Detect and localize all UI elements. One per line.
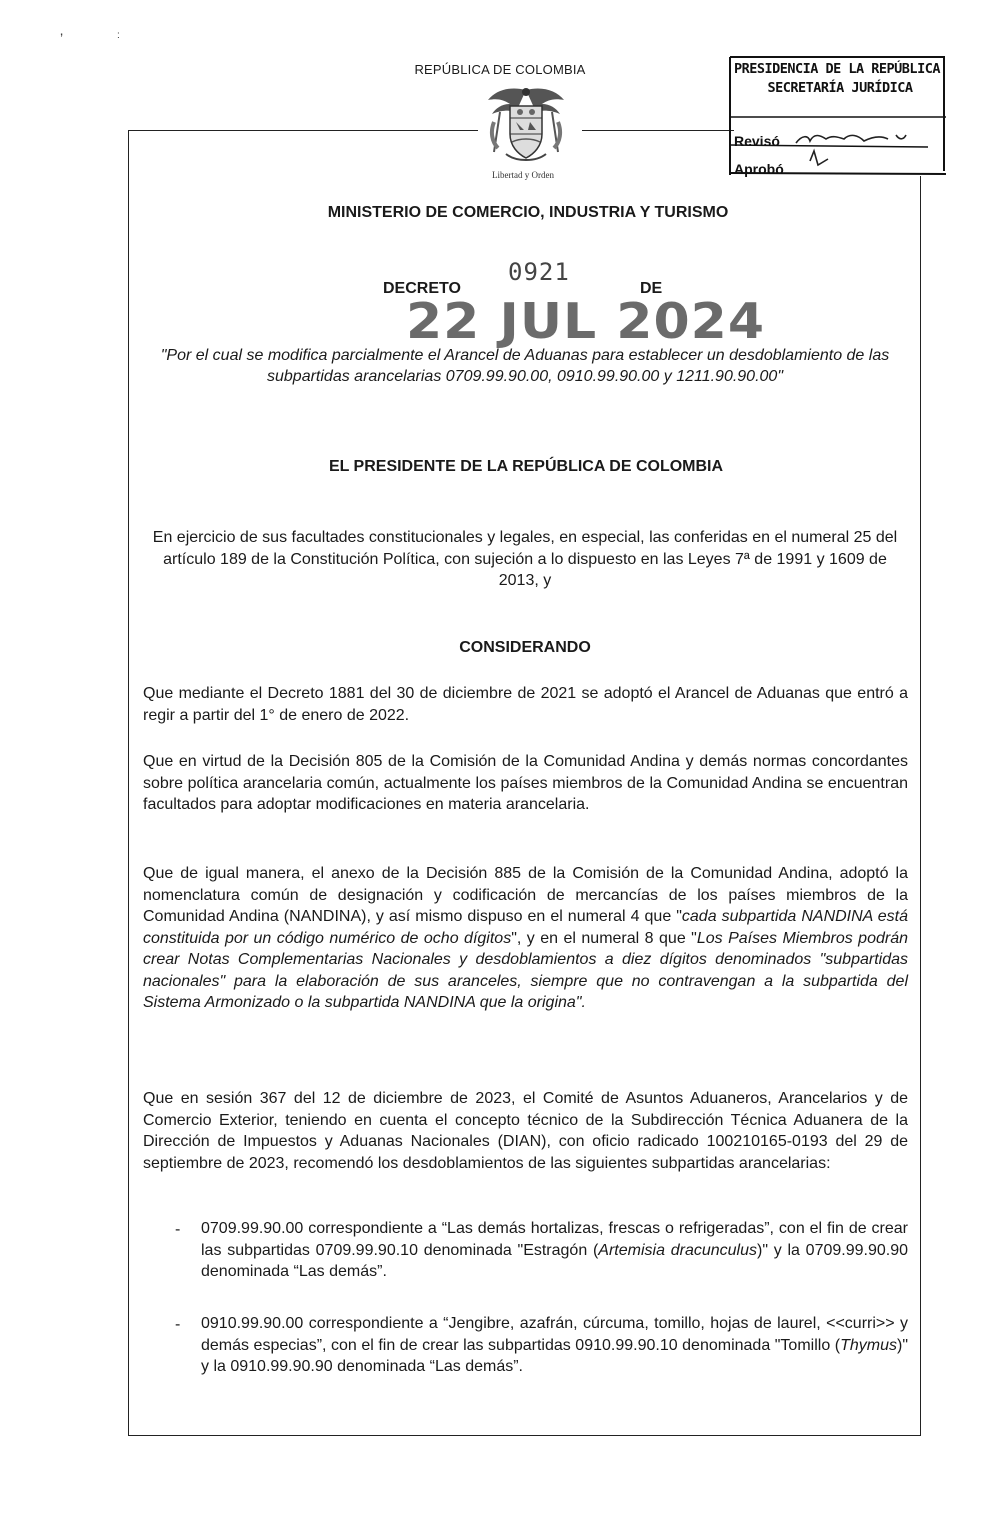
list-item-text: )" y la 0910.99.90.90 denominada “Las demás”.: [201, 1336, 908, 1375]
ministry-heading: MINISTERIO DE COMERCIO, INDUSTRIA Y TURISMO: [327, 204, 729, 221]
decree-date-stamp: 22 JUL 2024: [406, 293, 766, 351]
list-item: [201, 1218, 908, 1283]
frame-line: [128, 130, 478, 131]
list-bullet: -: [175, 1221, 181, 1238]
stamp-reviewed-label: Revisó: [734, 133, 780, 149]
intro-paragraph: En ejercicio de sus facultades constitucionales y legales, en especial, las conferidas en el numeral 25 del artículo 189 de la Constitución Política, con sujeción a lo dispuesto en las Leyes 7ª de 1991 y 1609 de 2013, y: [152, 529, 898, 589]
paragraph-3-quote: Los Países Miembros podrán crear Notas Complementarias Nacionales y desdoblamientos a diez dígitos denominados "subpartidas nacionales" para la elaboración de sus aranceles, siempre que no contravengan a la subpartida del Sistema Armonizado o la subpartida NANDINA que la origina".: [143, 929, 908, 1011]
decree-number: 0921: [508, 258, 570, 286]
paragraph-1: Que mediante el Decreto 1881 del 30 de diciembre de 2021 se adoptó el Arancel de Aduanas que entró a regir a partir del 1° de enero de 2022.: [143, 685, 908, 724]
paragraph-3-quote: cada subpartida NANDINA está constituida por un código numérico de ocho dígitos: [143, 908, 908, 947]
frame-line: [128, 1435, 921, 1436]
list-item-text: 0709.99.90.00 correspondiente a “Las demás hortalizas, frescas o refrigeradas”, con el fin de crear las subpartidas 0709.99.90.10 denominada "Estragón (: [201, 1220, 908, 1259]
scan-mark: ’: [60, 30, 64, 46]
paragraph-3-text: ", y en el numeral 8 que ": [511, 929, 697, 947]
paragraph-3: [143, 863, 908, 1014]
decree-label: DECRETO: [383, 280, 461, 297]
paragraph-2: Que en virtud de la Decisión 805 de la Comisión de la Comunidad Andina y demás normas concordantes sobre política arancelaria común, actualmente los países miembros de la Comunidad Andina se encuentran facultados para adoptar modificaciones en materia arancelaria.: [143, 753, 908, 813]
list-item-text: )" y la 0709.99.90.90 denominada “Las demás”.: [201, 1241, 908, 1280]
list-bullet: -: [175, 1316, 181, 1333]
coat-of-arms-icon: [480, 82, 572, 168]
list-item-text: 0910.99.90.00 correspondiente a “Jengibre, azafrán, cúrcuma, tomillo, hojas de laurel, <<curri>> y demás especias”, con el fin de crear las subpartidas 0910.99.90.10 denominada "Tomillo (: [201, 1315, 908, 1354]
president-heading: EL PRESIDENTE DE LA REPÚBLICA DE COLOMBIA: [328, 458, 724, 475]
list-item: [201, 1313, 908, 1378]
frame-line: [920, 176, 921, 1436]
decree-subtitle: "Por el cual se modifica parcialmente el Arancel de Aduanas para establecer un desdoblamiento de las subpartidas arancelarias 0709.99.90.00, 0910.99.90.00 y 1211.90.90.00": [160, 347, 890, 385]
scan-mark: :: [117, 30, 120, 41]
stamp-subtitle: SECRETARÍA JURÍDICA: [767, 80, 913, 96]
decree-de-label: DE: [640, 280, 663, 297]
scientific-name: Thymus: [840, 1336, 897, 1354]
republic-heading: REPÚBLICA DE COLOMBIA: [414, 62, 586, 77]
paragraph-4: Que en sesión 367 del 12 de diciembre de 2023, el Comité de Asuntos Aduaneros, Arancelarios y de Comercio Exterior, teniendo en cuenta el concepto técnico de la Subdirección Técnica Aduanera de la Dirección de Impuestos y Aduanas Nacionales (DIAN), con oficio radicado 100210165-0193 del 29 de septiembre de 2023, recomendó los desdoblamientos de las siguientes subpartidas arancelarias:: [143, 1090, 908, 1172]
paragraph-3-text: Que de igual manera, el anexo de la Decisión 885 de la Comisión de la Comunidad Andina, adoptó la nomenclatura común de designación y codificación de mercancías de los países miembros de la Comunidad Andina (NANDINA), y así mismo dispuso en el numeral 4 que ": [143, 865, 908, 925]
stamp-approved-label: Aprobó: [734, 161, 784, 177]
frame-line: [128, 130, 129, 1436]
motto: Libertad y Orden: [492, 170, 554, 180]
frame-line: [582, 130, 734, 131]
stamp-title: PRESIDENCIA DE LA REPÚBLICA: [734, 61, 940, 77]
considerando-heading: CONSIDERANDO: [459, 639, 591, 656]
scientific-name: Artemisia dracunculus: [598, 1241, 757, 1259]
